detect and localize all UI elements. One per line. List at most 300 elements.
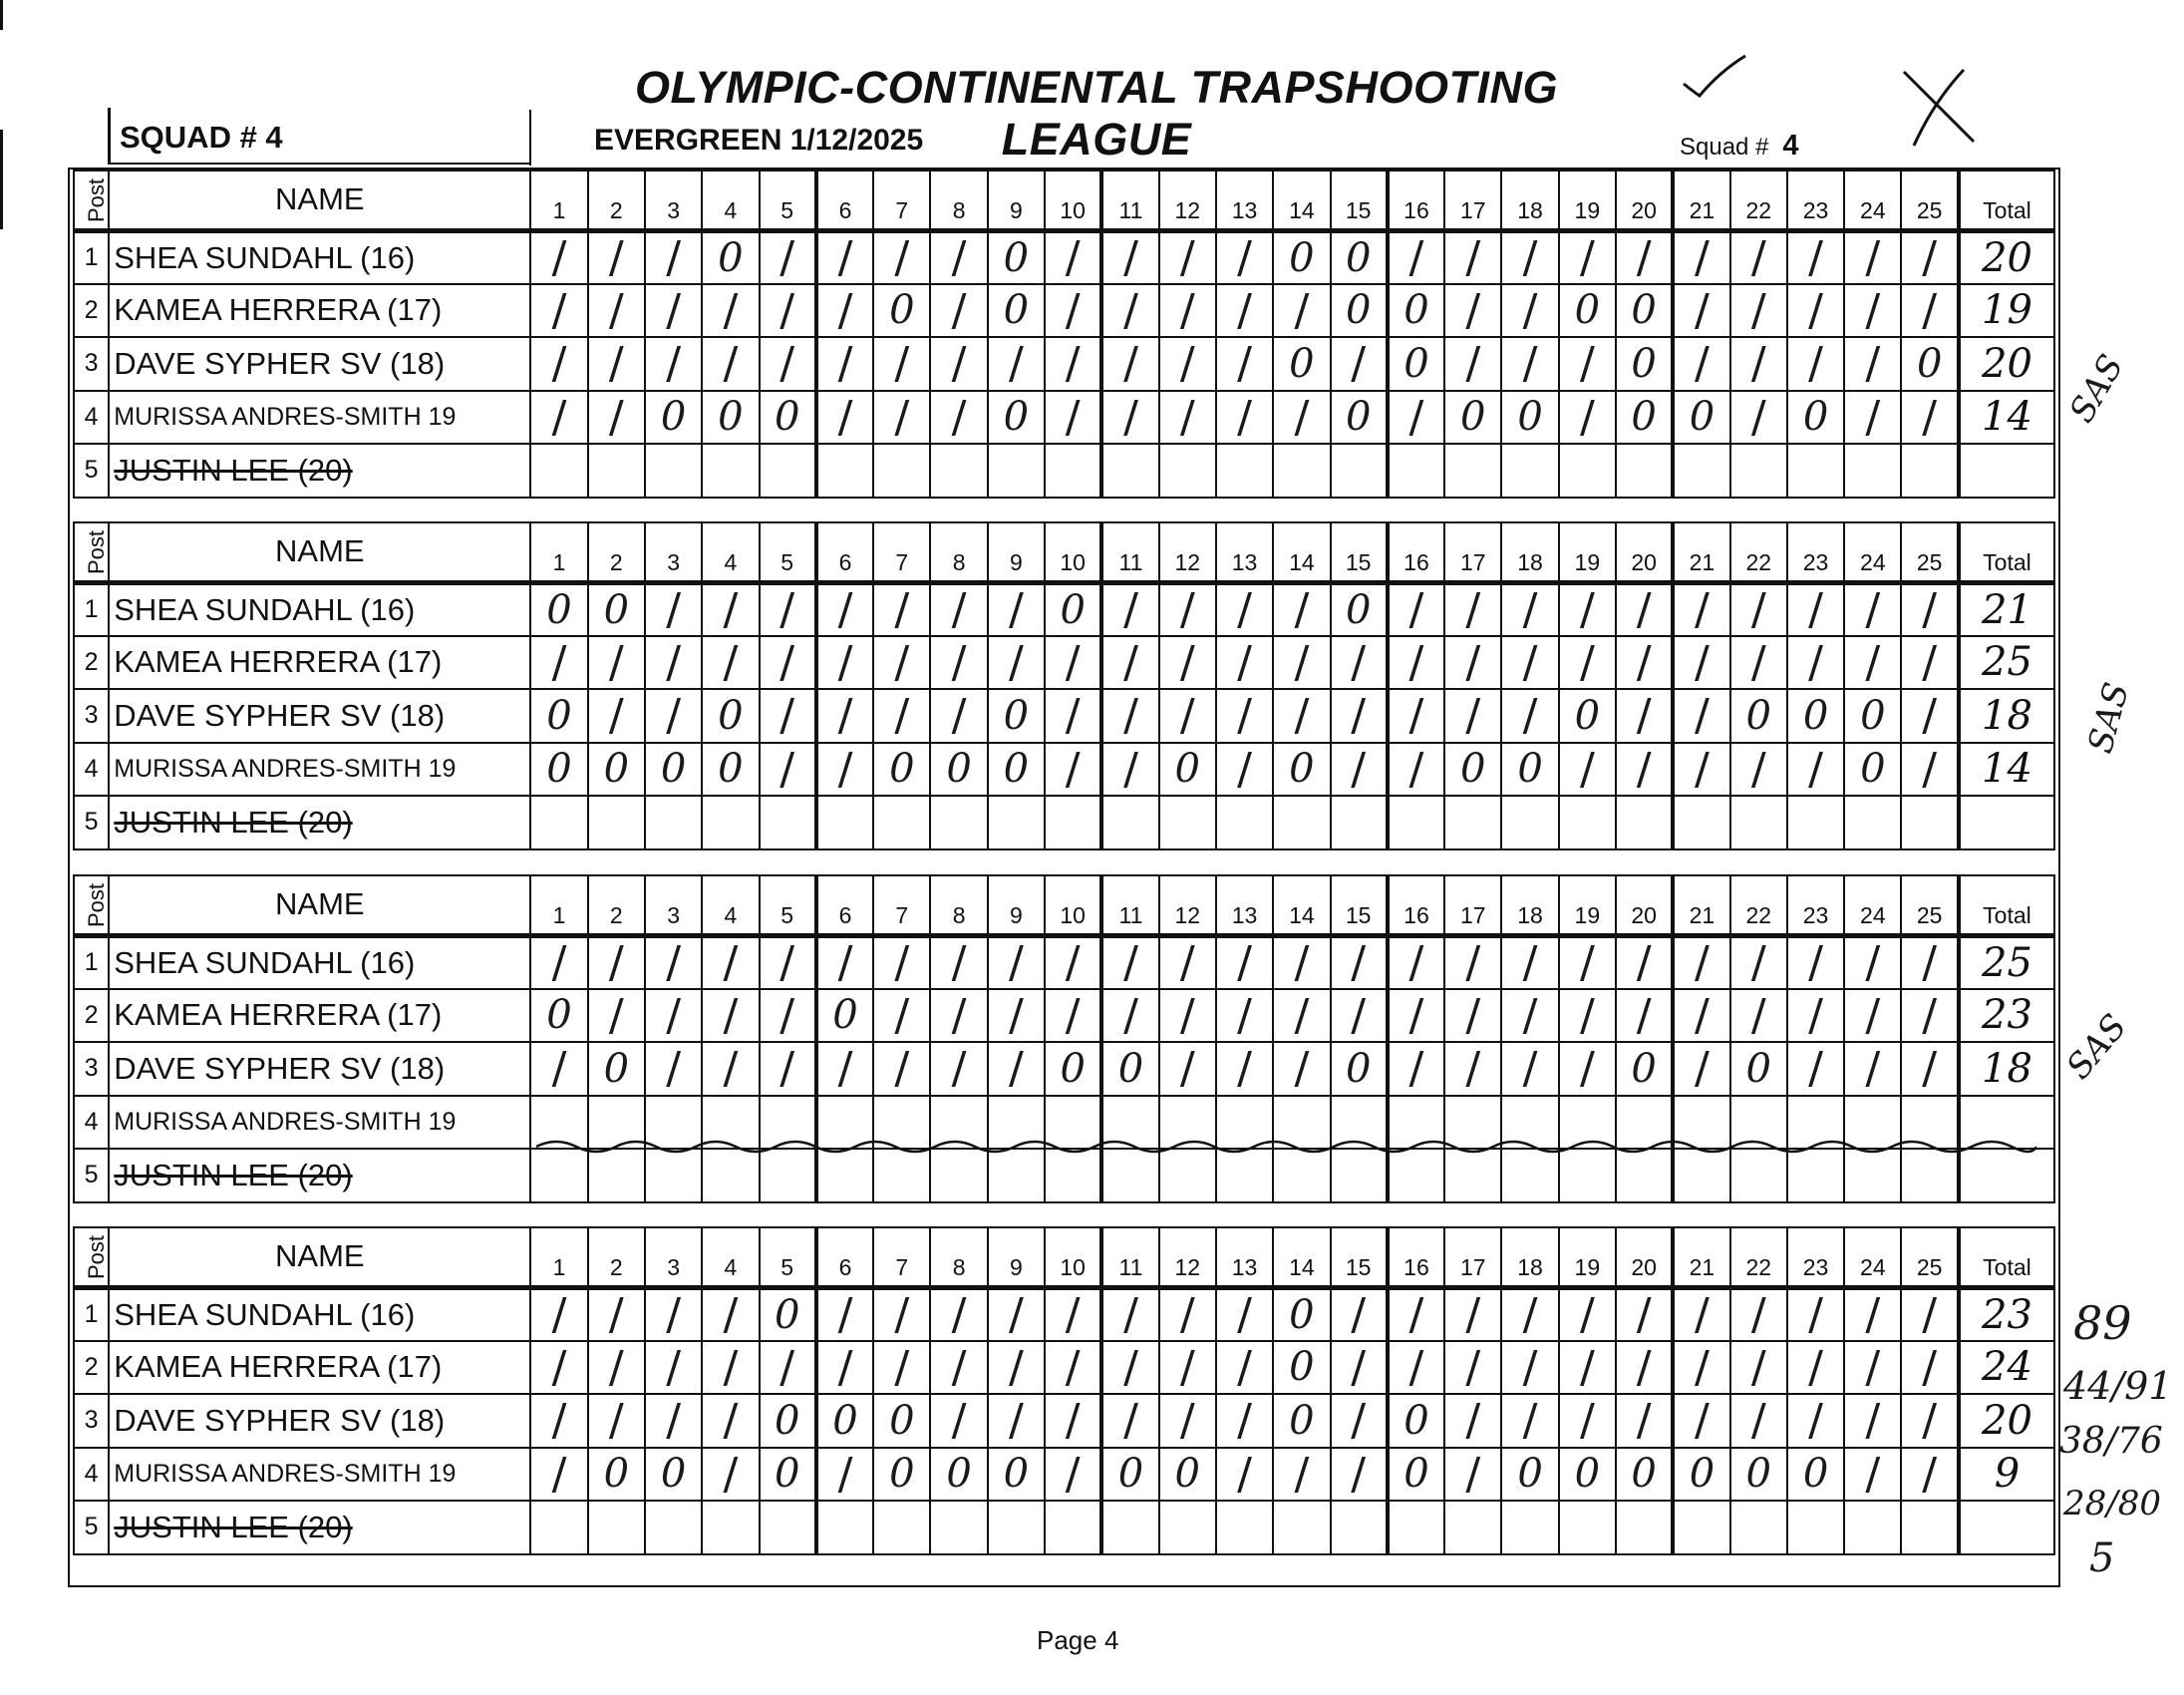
score-cell — [1616, 582, 1673, 636]
score-cell — [1787, 1149, 1844, 1202]
score-cell — [1444, 743, 1501, 797]
score-cell — [645, 230, 702, 284]
initials-note: SAS — [2080, 678, 2138, 758]
target-header: 20 — [1616, 170, 1673, 230]
score-cell — [1730, 689, 1787, 743]
hit-mark: / — [1636, 232, 1652, 283]
page-number: Page 4 — [1037, 1625, 1119, 1655]
score-cell — [1673, 636, 1729, 690]
score-cell — [1901, 284, 1958, 338]
hit-mark: / — [1579, 584, 1595, 635]
hit-mark: / — [1865, 391, 1881, 443]
hit-mark: / — [666, 1289, 682, 1340]
target-header: 3 — [645, 170, 702, 230]
shooter-row — [74, 1394, 2054, 1448]
hit-mark: / — [1750, 937, 1766, 988]
hit-mark: / — [1579, 338, 1595, 390]
miss-mark: 0 — [1289, 234, 1315, 281]
score-cell — [1787, 582, 1844, 636]
hit-mark: / — [1179, 690, 1195, 742]
post-number: 1 — [74, 1287, 109, 1341]
score-cell — [1216, 935, 1273, 989]
hit-mark: / — [1522, 338, 1538, 390]
score-cell — [1045, 1448, 1101, 1502]
hit-mark: / — [1636, 1341, 1652, 1393]
hit-mark: / — [1179, 584, 1195, 635]
score-cell — [988, 337, 1045, 391]
score-cell — [1444, 1287, 1501, 1341]
hit-mark: / — [723, 989, 739, 1041]
score-cell — [816, 444, 873, 498]
target-header: 22 — [1730, 1227, 1787, 1287]
score-cell — [1616, 636, 1673, 690]
squad-label: SQUAD # 4 — [120, 120, 283, 155]
miss-mark: 0 — [660, 746, 687, 793]
hit-mark: / — [1808, 989, 1823, 1041]
score-cell — [1045, 1149, 1101, 1202]
target-header: 5 — [760, 875, 816, 935]
hit-mark: / — [894, 1289, 910, 1340]
score-cell — [645, 1501, 702, 1554]
score-cell — [1101, 391, 1158, 445]
score-cell — [1844, 284, 1901, 338]
score-cell — [530, 1501, 587, 1554]
score-cell — [1673, 1394, 1729, 1448]
score-cell — [1045, 689, 1101, 743]
score-cell — [1501, 284, 1558, 338]
score-cell — [1159, 796, 1216, 849]
score-cell — [1101, 989, 1158, 1043]
score-cell — [1331, 391, 1388, 445]
hit-mark: / — [1237, 1395, 1252, 1447]
score-cell — [1559, 1149, 1616, 1202]
hit-mark: / — [1695, 232, 1710, 283]
shooter-row — [74, 935, 2054, 989]
miss-mark: 0 — [1860, 692, 1886, 739]
hit-mark: / — [1237, 232, 1252, 283]
target-header: 2 — [588, 170, 645, 230]
hit-mark: / — [1237, 1448, 1252, 1500]
hit-mark: / — [1465, 1448, 1481, 1500]
score-cell — [1101, 444, 1158, 498]
target-header: 16 — [1388, 170, 1444, 230]
hit-mark: / — [1865, 284, 1881, 336]
shooter-name: KAMEA HERRERA (17) — [109, 284, 530, 338]
post-number: 4 — [74, 1448, 109, 1502]
miss-mark: 0 — [1802, 692, 1829, 739]
target-header: 4 — [702, 875, 759, 935]
hit-mark: / — [666, 584, 682, 635]
miss-mark: 0 — [1631, 287, 1657, 334]
score-cell — [1501, 636, 1558, 690]
score-cell — [1159, 989, 1216, 1043]
score-cell — [530, 444, 587, 498]
score-cell — [1559, 1394, 1616, 1448]
target-header: 9 — [988, 1227, 1045, 1287]
score-cell — [702, 935, 759, 989]
miss-mark: 0 — [1631, 1045, 1657, 1092]
score-cell — [530, 743, 587, 797]
hit-mark: / — [1294, 584, 1310, 635]
score-cell — [930, 1149, 987, 1202]
score-cell — [1501, 1501, 1558, 1554]
score-cell — [1331, 337, 1388, 391]
target-header: 13 — [1216, 522, 1273, 582]
score-cell — [873, 337, 930, 391]
hit-mark: / — [1408, 1043, 1424, 1095]
hit-mark: / — [1579, 391, 1595, 443]
score-cell — [760, 1042, 816, 1096]
score-cell — [1730, 284, 1787, 338]
score-cell — [1501, 689, 1558, 743]
score-cell — [1045, 743, 1101, 797]
score-cell — [1101, 1501, 1158, 1554]
score-cell — [1844, 1287, 1901, 1341]
score-cell — [645, 796, 702, 849]
shooter-name: JUSTIN LEE (20) — [109, 796, 530, 849]
score-cell — [530, 1149, 587, 1202]
score-cell — [1730, 337, 1787, 391]
shooter-name: SHEA SUNDAHL (16) — [109, 1287, 530, 1341]
score-cell — [1787, 796, 1844, 849]
score-cell — [1501, 989, 1558, 1043]
score-cell — [702, 444, 759, 498]
total-header: Total — [1959, 170, 2054, 230]
miss-mark: 0 — [1404, 1451, 1429, 1498]
shooter-name: JUSTIN LEE (20) — [109, 444, 530, 498]
score-cell — [702, 1341, 759, 1395]
hit-mark: / — [1695, 636, 1710, 688]
score-cell — [1331, 1149, 1388, 1202]
hit-mark: / — [837, 1289, 853, 1340]
score-cell — [816, 284, 873, 338]
total-header: Total — [1959, 1227, 2054, 1287]
hit-mark: / — [1695, 1341, 1710, 1393]
score-cell — [1101, 1042, 1158, 1096]
shooter-name: MURISSA ANDRES-SMITH 19 — [109, 1448, 530, 1502]
score-cell — [1844, 582, 1901, 636]
target-header: 7 — [873, 1227, 930, 1287]
hit-mark: / — [1351, 937, 1367, 988]
hit-mark: / — [1065, 338, 1081, 390]
hit-mark: / — [1008, 1289, 1024, 1340]
hit-mark: / — [608, 937, 624, 988]
target-header: 17 — [1444, 522, 1501, 582]
score-cell — [988, 1394, 1045, 1448]
score-cell — [1101, 1287, 1158, 1341]
miss-mark: 0 — [1404, 340, 1429, 387]
miss-mark: 0 — [946, 1451, 972, 1498]
score-cell — [1730, 444, 1787, 498]
score-cell — [816, 689, 873, 743]
score-cell — [530, 1287, 587, 1341]
target-header: 18 — [1501, 170, 1558, 230]
hit-mark: / — [951, 1395, 967, 1447]
score-cell — [702, 989, 759, 1043]
target-header: 13 — [1216, 170, 1273, 230]
score-cell — [1273, 284, 1330, 338]
score-cell — [1273, 636, 1330, 690]
score-cell — [1616, 230, 1673, 284]
score-cell — [1331, 636, 1388, 690]
score-cell — [1444, 989, 1501, 1043]
score-cell — [1331, 689, 1388, 743]
target-header: 19 — [1559, 1227, 1616, 1287]
row-total: 14 — [1959, 743, 2054, 797]
score-cell — [530, 1042, 587, 1096]
score-cell — [988, 935, 1045, 989]
score-cell — [1787, 1501, 1844, 1554]
hit-mark: / — [894, 1341, 910, 1393]
score-cell — [1559, 1448, 1616, 1502]
score-cell — [1501, 1287, 1558, 1341]
score-cell — [1844, 391, 1901, 445]
hit-mark: / — [1865, 1289, 1881, 1340]
score-cell — [1559, 1042, 1616, 1096]
score-cell — [1388, 989, 1444, 1043]
score-cell — [1730, 582, 1787, 636]
hit-mark: / — [551, 636, 567, 688]
hit-mark: / — [1065, 1289, 1081, 1340]
score-cell — [645, 1448, 702, 1502]
hit-mark: / — [1579, 1341, 1595, 1393]
hit-mark: / — [1351, 989, 1367, 1041]
hit-mark: / — [1179, 1341, 1195, 1393]
score-cell — [1331, 582, 1388, 636]
score-cell — [645, 1341, 702, 1395]
score-cell — [1559, 989, 1616, 1043]
score-cell — [1501, 337, 1558, 391]
score-cell — [1844, 935, 1901, 989]
hit-mark: / — [1408, 743, 1424, 795]
hit-mark: / — [1294, 989, 1310, 1041]
hit-mark: / — [1522, 690, 1538, 742]
score-cell — [1101, 1394, 1158, 1448]
score-cell — [1216, 1501, 1273, 1554]
hit-mark: / — [1808, 743, 1823, 795]
score-cell — [1388, 1287, 1444, 1341]
score-cell — [1388, 935, 1444, 989]
hit-mark: / — [1123, 1395, 1138, 1447]
score-cell — [1844, 1448, 1901, 1502]
score-cell — [1331, 989, 1388, 1043]
miss-mark: 0 — [1460, 394, 1486, 441]
score-cell — [1787, 1394, 1844, 1448]
hit-mark: / — [1123, 284, 1138, 336]
target-header: 19 — [1559, 522, 1616, 582]
score-cell — [988, 989, 1045, 1043]
score-cell — [1501, 582, 1558, 636]
score-cell — [1616, 444, 1673, 498]
target-header: 2 — [588, 875, 645, 935]
score-cell — [1730, 1448, 1787, 1502]
score-cell — [1388, 1341, 1444, 1395]
target-header: 11 — [1101, 1227, 1158, 1287]
hit-mark: / — [1808, 937, 1823, 988]
target-header: 12 — [1159, 875, 1216, 935]
hit-mark: / — [1695, 690, 1710, 742]
score-cell — [1159, 230, 1216, 284]
score-cell — [530, 582, 587, 636]
hit-mark: / — [666, 1043, 682, 1095]
row-total: 23 — [1959, 989, 2054, 1043]
hit-mark: / — [1123, 584, 1138, 635]
score-cell — [1045, 391, 1101, 445]
score-cell — [816, 1394, 873, 1448]
score-cell — [1730, 391, 1787, 445]
row-total: 23 — [1959, 1287, 2054, 1341]
hit-mark: / — [837, 743, 853, 795]
hit-mark: / — [1351, 1341, 1367, 1393]
miss-mark: 0 — [889, 287, 915, 334]
hit-mark: / — [1179, 636, 1195, 688]
hit-mark: / — [1408, 1289, 1424, 1340]
hit-mark: / — [1123, 338, 1138, 390]
score-cell — [816, 935, 873, 989]
score-cell — [1673, 1287, 1729, 1341]
target-header: 11 — [1101, 522, 1158, 582]
score-cell — [702, 1042, 759, 1096]
score-cell — [702, 743, 759, 797]
miss-mark: 0 — [946, 746, 972, 793]
score-cell — [1616, 391, 1673, 445]
target-header: 1 — [530, 875, 587, 935]
hit-mark: / — [1008, 1395, 1024, 1447]
hit-mark: / — [1123, 1289, 1138, 1340]
score-cell — [760, 337, 816, 391]
name-header: NAME — [109, 170, 530, 230]
shooter-row — [74, 284, 2054, 338]
hit-mark: / — [1636, 690, 1652, 742]
score-cell — [1159, 743, 1216, 797]
score-cell — [1787, 444, 1844, 498]
hit-mark: / — [551, 338, 567, 390]
target-header: 14 — [1273, 170, 1330, 230]
hit-mark: / — [1579, 1395, 1595, 1447]
hit-mark: / — [1237, 1043, 1252, 1095]
score-cell — [930, 796, 987, 849]
hit-mark: / — [1636, 636, 1652, 688]
miss-mark: 0 — [1404, 287, 1429, 334]
hit-mark: / — [1351, 636, 1367, 688]
row-total: 20 — [1959, 337, 2054, 391]
score-cell — [645, 743, 702, 797]
score-cell — [1159, 636, 1216, 690]
hit-mark: / — [551, 284, 567, 336]
hit-mark: / — [894, 584, 910, 635]
score-cell — [1159, 1394, 1216, 1448]
score-cell — [1501, 743, 1558, 797]
score-cell — [1444, 935, 1501, 989]
score-cell — [702, 1149, 759, 1202]
hit-mark: / — [1237, 338, 1252, 390]
miss-mark: 0 — [1060, 586, 1086, 633]
post-number: 3 — [74, 337, 109, 391]
score-cell — [645, 391, 702, 445]
round-block — [73, 521, 2055, 850]
score-cell — [873, 1501, 930, 1554]
hit-mark: / — [1008, 584, 1024, 635]
hit-mark: / — [1750, 989, 1766, 1041]
target-header: 7 — [873, 522, 930, 582]
target-header: 17 — [1444, 170, 1501, 230]
hit-mark: / — [951, 1341, 967, 1393]
score-cell — [1673, 230, 1729, 284]
hit-mark: / — [1865, 1341, 1881, 1393]
hit-mark: / — [1808, 338, 1823, 390]
miss-mark: 0 — [1289, 1397, 1315, 1444]
score-cell — [1216, 1341, 1273, 1395]
hit-mark: / — [1408, 690, 1424, 742]
hit-mark: / — [551, 937, 567, 988]
score-cell — [816, 743, 873, 797]
name-header: NAME — [109, 522, 530, 582]
score-cell — [988, 1149, 1045, 1202]
miss-mark: 0 — [889, 1397, 915, 1444]
hit-mark: / — [1579, 636, 1595, 688]
shooter-row — [74, 1341, 2054, 1395]
header-divider — [529, 110, 531, 166]
target-header: 22 — [1730, 522, 1787, 582]
score-cell — [988, 391, 1045, 445]
score-cell — [1787, 689, 1844, 743]
miss-mark: 0 — [546, 992, 572, 1039]
target-header: 25 — [1901, 1227, 1958, 1287]
hit-mark: / — [1865, 584, 1881, 635]
score-cell — [988, 1448, 1045, 1502]
score-cell — [1901, 1448, 1958, 1502]
header-row — [74, 170, 2054, 230]
score-cell — [1273, 1501, 1330, 1554]
hit-mark: / — [551, 232, 567, 283]
score-cell — [1673, 689, 1729, 743]
hit-mark: / — [837, 1043, 853, 1095]
hit-mark: / — [1008, 1341, 1024, 1393]
score-cell — [1844, 444, 1901, 498]
score-cell — [1616, 743, 1673, 797]
score-cell — [1444, 796, 1501, 849]
miss-mark: 0 — [1404, 1397, 1429, 1444]
hit-mark: / — [1351, 743, 1367, 795]
miss-mark: 0 — [1689, 1451, 1716, 1498]
score-cell — [645, 284, 702, 338]
hit-mark: / — [723, 1448, 739, 1500]
hit-mark: / — [1865, 636, 1881, 688]
score-cell — [930, 582, 987, 636]
score-cell — [988, 582, 1045, 636]
shooter-row — [74, 1501, 2054, 1554]
score-cell — [1730, 1042, 1787, 1096]
score-cell — [873, 284, 930, 338]
score-cell — [988, 230, 1045, 284]
hit-mark: / — [1294, 690, 1310, 742]
score-cell — [816, 989, 873, 1043]
target-header: 20 — [1616, 522, 1673, 582]
target-header: 24 — [1844, 170, 1901, 230]
score-cell — [1444, 1149, 1501, 1202]
target-header: 1 — [530, 1227, 587, 1287]
hit-mark: / — [1695, 584, 1710, 635]
score-cell — [1216, 689, 1273, 743]
score-cell — [1901, 230, 1958, 284]
score-cell — [1844, 1394, 1901, 1448]
score-cell — [1844, 796, 1901, 849]
score-cell — [1444, 1448, 1501, 1502]
round-block — [73, 170, 2055, 499]
hit-mark: / — [1408, 1341, 1424, 1393]
target-header: 8 — [930, 522, 987, 582]
score-cell — [1101, 935, 1158, 989]
